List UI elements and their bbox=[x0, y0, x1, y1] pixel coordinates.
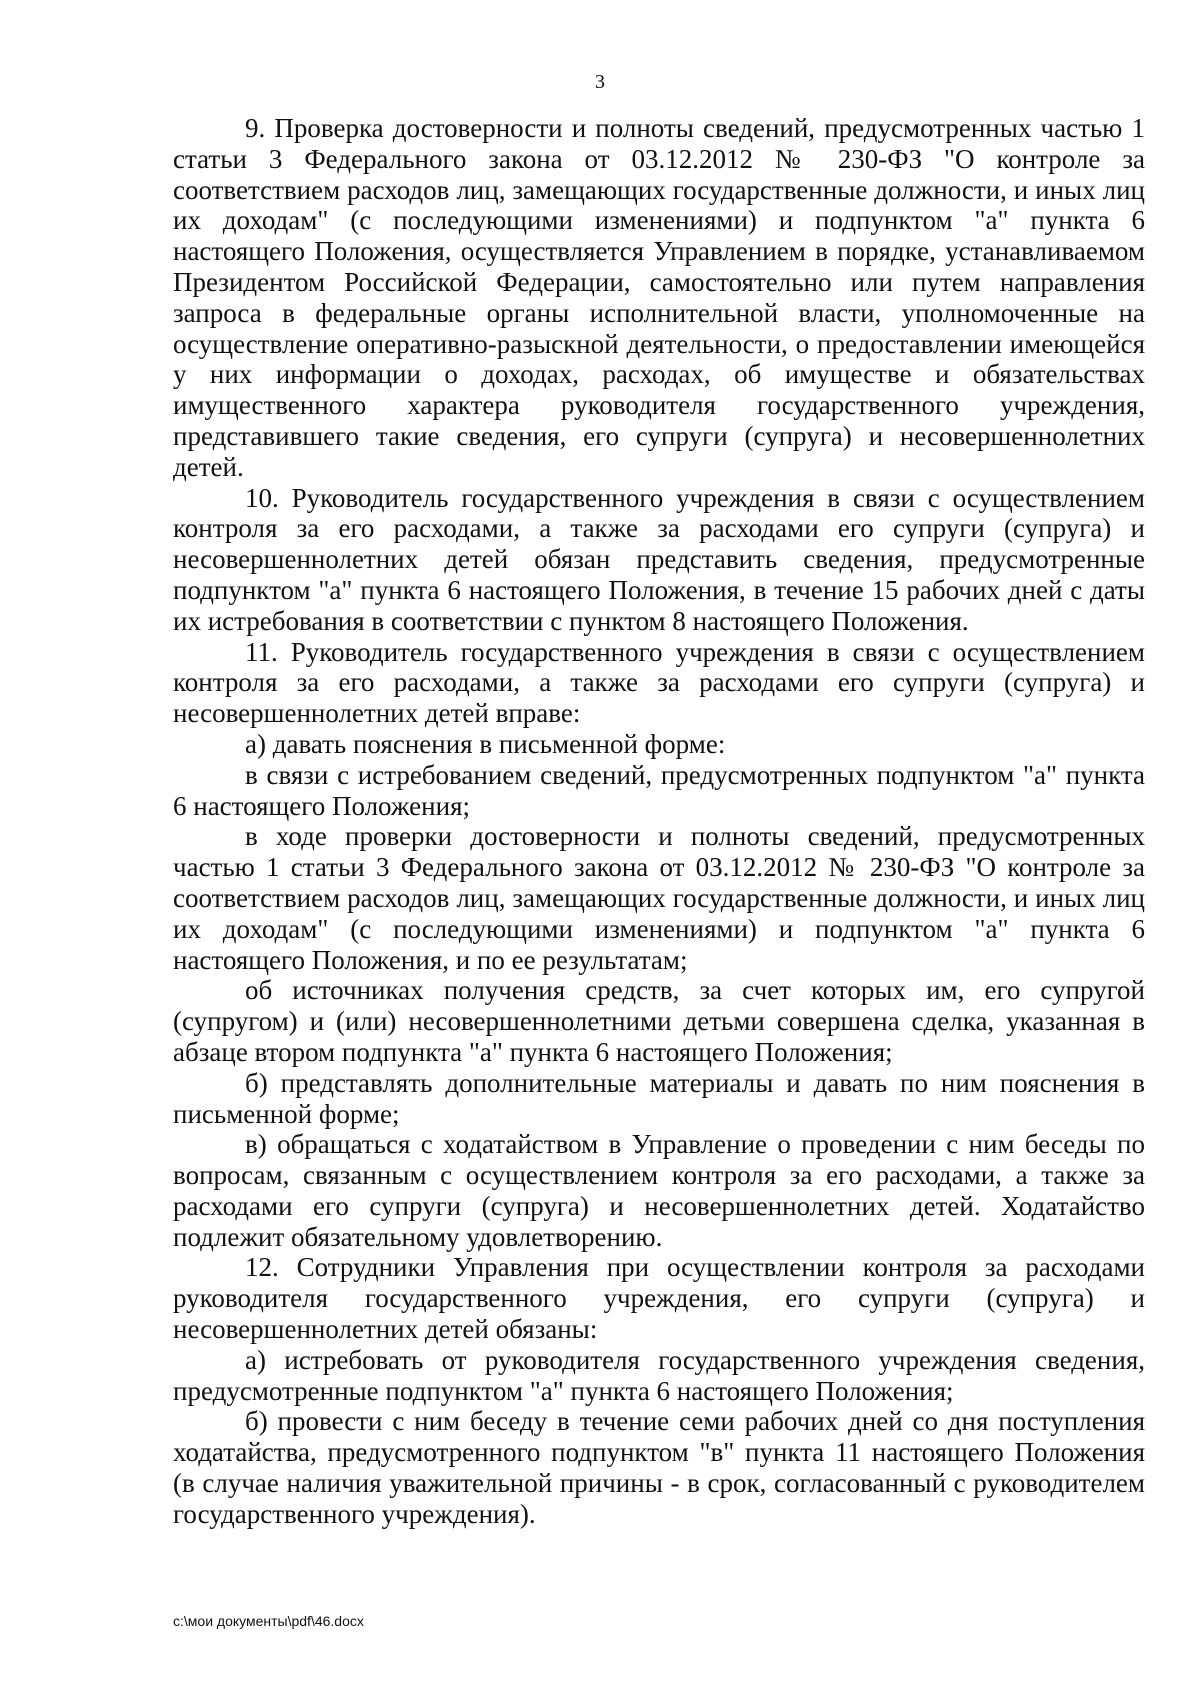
paragraph-9: 9. Проверка достоверности и полноты сведений, предусмотренных частью 1 статьи 3 Федерального закона от 03.12.2012 № 230-ФЗ "О контроле за соответствием расходов лиц, замещающих государственные должности, и иных лиц их доходам" (с последующими изменениями) и подпунктом "а" пункта 6 настоящего Положения, осуществляется Управлением в порядке, устанавливаемом Президентом Российской Федерации, самостоятельно или путем направления запроса в федеральные органы исполнительной власти, уполномоченные на осуществление оперативно-разыскной деятельности, о предоставлении имеющейся у них информации о доходах, расходах, об имуществе и обязательствах имущественного характера руководителя государственного учреждения, представившего такие сведения, его супруги (супруга) и несовершеннолетних детей. bbox=[173, 113, 1145, 482]
paragraph-12: 12. Сотрудники Управления при осуществлении контроля за расходами руководителя государственного учреждения, его супруги (супруга) и несовершеннолетних детей обязаны: bbox=[173, 1252, 1145, 1345]
paragraph-12a: а) истребовать от руководителя государственного учреждения сведения, предусмотренные подпунктом "а" пункта 6 настоящего Положения; bbox=[173, 1344, 1145, 1406]
paragraph-11a-item-3: об источниках получения средств, за счет которых им, его супругой (супругом) и (или) несовершеннолетними детьми совершена сделка, указанная в абзаце втором подпункта "а" пункта 6 настоящего Положения; bbox=[173, 975, 1145, 1067]
paragraph-11v: в) обращаться с ходатайством в Управление о проведении с ним беседы по вопросам, связанным с осуществлением контроля за его расходами, а также за расходами его супруги (супруга) и несовершеннолетних детей. Ходатайство подлежит обязательному удовлетворению. bbox=[173, 1129, 1145, 1252]
page-number: 3 bbox=[595, 71, 605, 93]
paragraph-11b: б) представлять дополнительные материалы и давать по ним пояснения в письменной форме; bbox=[173, 1067, 1145, 1129]
paragraph-11: 11. Руководитель государственного учреждения в связи с осуществлением контроля за его расходами, а также за расходами его супруги (супруга) и несовершеннолетних детей вправе: bbox=[173, 636, 1145, 729]
document-body bbox=[173, 113, 1145, 1530]
paragraph-12b: б) провести с ним беседу в течение семи рабочих дней со дня поступления ходатайства, предусмотренного подпунктом "в" пункта 11 настоящего Положения (в случае наличия уважительной причины - в срок, согласованный с руководителем государственного учреждения). bbox=[173, 1406, 1145, 1529]
paragraph-11a-item-1: в связи с истребованием сведений, предусмотренных подпунктом "а" пункта 6 настоящего Положения; bbox=[173, 759, 1145, 821]
paragraph-11a-item-2: в ходе проверки достоверности и полноты сведений, предусмотренных частью 1 статьи 3 Федерального закона от 03.12.2012 № 230-ФЗ "О контроле за соответствием расходов лиц, замещающих государственные должности, и иных лиц их доходам" (с последующими изменениями) и подпунктом "а" пункта 6 настоящего Положения, и по ее результатам; bbox=[173, 821, 1145, 975]
paragraph-11a: а) давать пояснения в письменной форме: bbox=[245, 728, 726, 759]
paragraph-10: 10. Руководитель государственного учреждения в связи с осуществлением контроля за его расходами, а также за расходами его супруги (супруга) и несовершеннолетних детей обязан представить сведения, предусмотренные подпунктом "а" пункта 6 настоящего Положения, в течение 15 рабочих дней с даты их истребования в соответствии с пунктом 8 настоящего Положения. bbox=[173, 482, 1145, 636]
footer-file-path: c:\мои документы\pdf\46.docx bbox=[173, 1613, 364, 1629]
